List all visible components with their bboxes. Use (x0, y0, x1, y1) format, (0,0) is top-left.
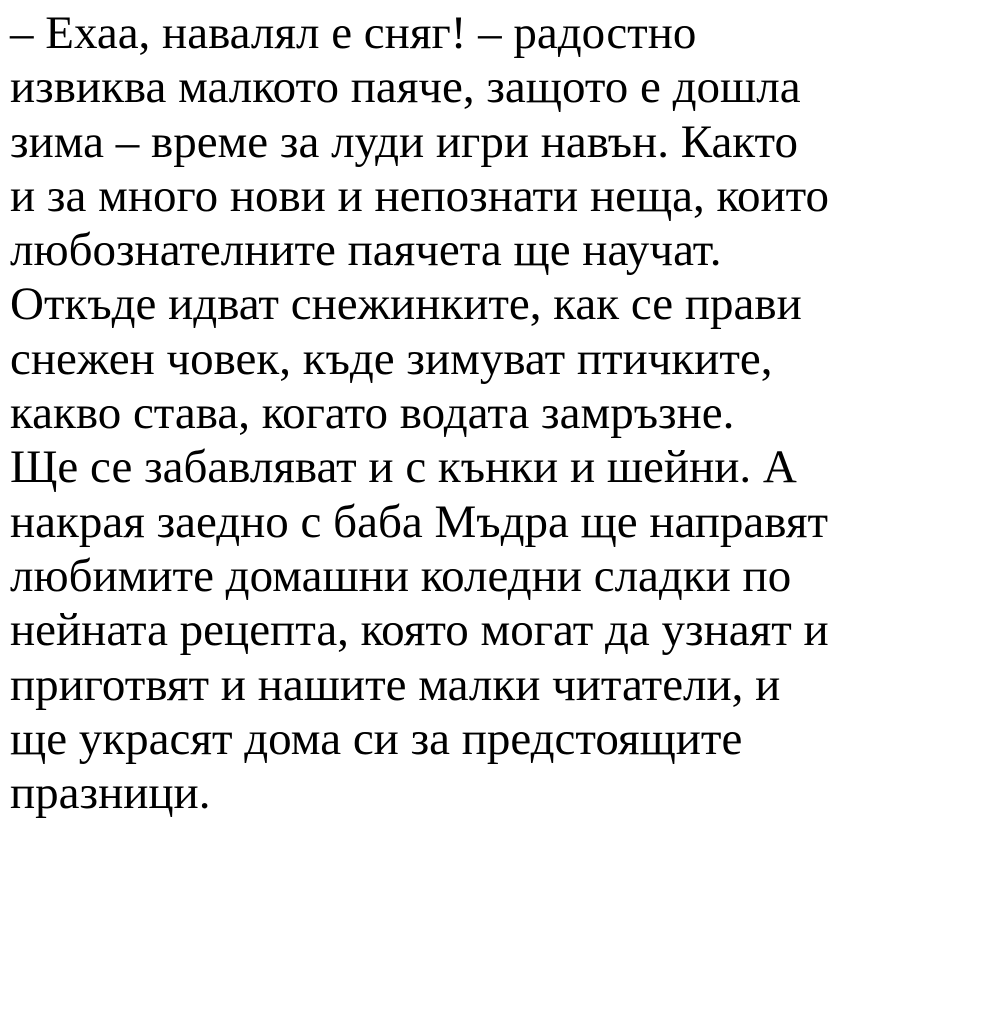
text-line-11: любимите домашни коледни сладки по (10, 549, 792, 602)
text-line-4: и за много нови и непознати неща, които (10, 169, 830, 222)
text-line-7: снежен човек, къде зимуват птичките, (10, 332, 773, 385)
text-line-1: – Ехаа, навалял е сняг! – радостно (10, 7, 697, 59)
text-line-13: приготвят и нашите малки читатели, и (10, 658, 781, 711)
body-text (10, 6, 995, 820)
text-line-12: нейната рецепта, която могат да узнаят и (10, 604, 829, 657)
text-line-10: накрая заедно с баба Мъдра ще направят (10, 495, 829, 548)
text-line-9: Ще се забавляват и с кънки и шейни. А (10, 441, 797, 494)
text-line-8: какво става, когато водата замръзне. (10, 387, 735, 440)
text-line-14: ще украсят дома си за предстоящите (10, 712, 743, 765)
text-line-2: извиква малкото паяче, защото е дошла (10, 61, 801, 114)
text-line-6: Откъде идват снежинките, как се прави (10, 278, 802, 331)
text-line-3: зима – време за луди игри навън. Както (10, 115, 798, 168)
text-line-5: любознателните паячета ще научат. (10, 224, 722, 277)
text-line-15: празници. (10, 767, 211, 820)
